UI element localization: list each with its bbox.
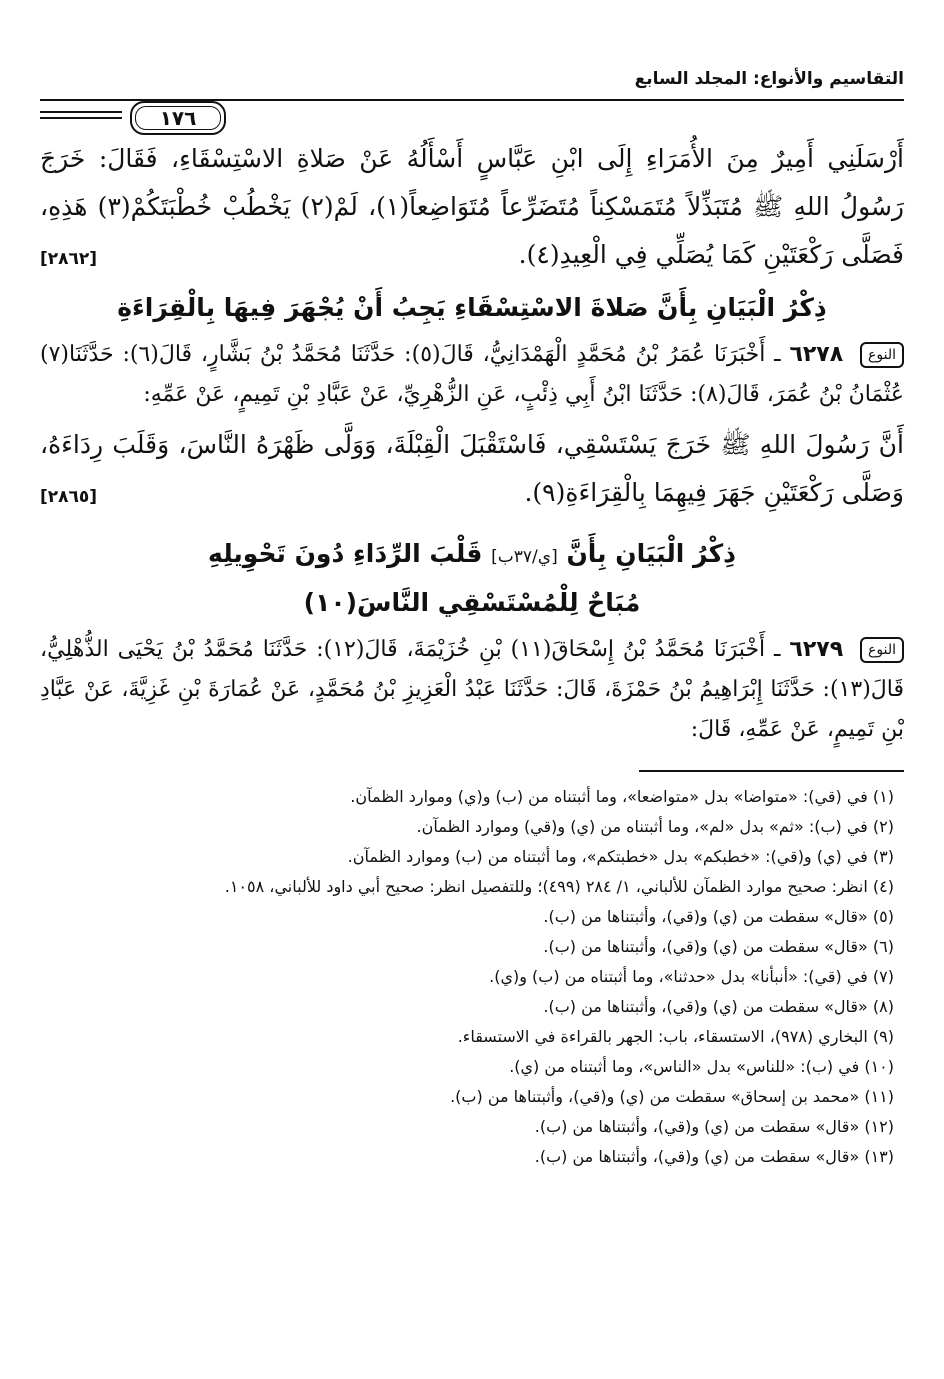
header-rule-left — [40, 111, 122, 113]
footnote: (٦) «قال» سقطت من (ي) و(قي)، وأثبتناها من (ب). — [543, 937, 894, 956]
page-number-text: ١٧٦ — [159, 106, 197, 130]
page-number — [130, 101, 226, 135]
opening-paragraph — [40, 135, 904, 279]
footnote: (١١) «محمد بن إسحاق» سقطت من (ي) و(قي)، وأثبتناها من (ب). — [450, 1087, 894, 1106]
hadith-reference: [٢٨٦٥] — [40, 487, 98, 507]
heading-part: مُبَاحٌ لِلْمُسْتَسْقِي النَّاسَ(١٠) — [303, 588, 641, 617]
hadith-isnad: ـ أَخْبَرَنَا عُمَرُ بْنُ مُحَمَّدٍ الْهَمْدَانِيُّ، قَالَ(٥): حَدَّثَنَا مُحَمَّدُ بْنُ بَشَّارٍ، قَالَ(٦): حَدَّثَنَا(٧) عُثْمَانُ بْنُ عُمَرَ، قَالَ(٨): حَدَّثَنَا ابْنُ أَبِي ذِئْبٍ، عَنِ الزُّهْرِيِّ، عَنْ عَبَّادِ بْنِ تَمِيمٍ، عَنْ عَمِّهِ: — [40, 342, 904, 407]
footnotes — [40, 782, 904, 1172]
chapter-heading-2 — [40, 531, 904, 626]
header-rule-left-second — [40, 117, 122, 119]
book-page — [40, 55, 904, 1172]
footnote: (٤) انظر: صحيح موارد الظمآن للألباني، ١/ ٢٨٤ (٤٩٩)؛ وللتفصيل انظر: صحيح أبي داود للألباني، ١٠٥٨. — [224, 877, 894, 896]
heading-part: قَلْبَ الرِّدَاءِ دُونَ تَحْوِيلِهِ — [208, 539, 483, 568]
heading-part: ذِكْرُ الْبَيَانِ بِأَنَّ — [566, 539, 736, 568]
hadith-badge: النوع — [860, 342, 904, 368]
footnote: (١) في (قي): «متواضا» بدل «متواضعا»، وما أثبتناه من (ب) و(ي) وموارد الظمآن. — [350, 787, 894, 806]
hadith-matn — [40, 421, 904, 517]
footnote: (٧) في (قي): «أنبأنا» بدل «حدثنا»، وما أثبتناه من (ب) و(ي). — [489, 967, 894, 986]
manuscript-tag: [ي/٣٧ب] — [491, 547, 558, 567]
hadith-number: ٦٢٧٩ — [789, 637, 844, 662]
matn-text: أَنَّ رَسُولَ اللهِ ﷺ خَرَجَ يَسْتَسْقِي، فَاسْتَقْبَلَ الْقِبْلَةَ، وَوَلَّى ظَهْرَهُ النَّاسَ، وَقَلَبَ رِدَاءَهُ، وَصَلَّى رَكْعَتَيْنِ جَهَرَ فِيهِمَا بِالْقِرَاءَةِ(٩). — [40, 430, 904, 507]
footnote-divider — [639, 770, 904, 772]
chapter-heading-1: ذِكْرُ الْبَيَانِ بِأَنَّ صَلاةَ الاسْتِسْقَاءِ يَجِبُ أَنْ يُجْهَرَ فِيهَا بِالْقِرَاءَةِ — [117, 293, 827, 322]
hadith-badge: النوع — [860, 637, 904, 663]
opening-text: أَرْسَلَنِي أَمِيرٌ مِنَ الأُمَرَاءِ إِلَى ابْنِ عَبَّاسٍ أَسْأَلُهُ عَنْ صَلاةِ الاسْتِسْقَاءِ، فَقَالَ: خَرَجَ رَسُولُ اللهِ ﷺ مُتَبَذِّلاً مُتَمَسْكِناً مُتَضَرِّعاً مُتَوَاضِعاً(١)، لَمْ(٢) يَخْطُبْ خُطْبَتَكُمْ(٣) هَذِهِ، فَصَلَّى رَكْعَتَيْنِ كَمَا يُصَلِّي فِي الْعِيدِ(٤). — [40, 144, 905, 269]
footnote: (١٣) «قال» سقطت من (ي) و(قي)، وأثبتناها من (ب). — [534, 1147, 894, 1166]
footnote: (٥) «قال» سقطت من (ي) و(قي)، وأثبتناها من (ب). — [543, 907, 894, 926]
hadith-6278 — [40, 335, 904, 415]
hadith-reference: [٢٨٦٢] — [40, 249, 98, 269]
footnote: (٢) في (ب): «ثم» بدل «لم»، وما أثبتناه من (ي) و(قي) وموارد الظمآن. — [416, 817, 894, 836]
hadith-6279 — [40, 630, 904, 750]
footnote: (١٠) في (ب): «للناس» بدل «الناس»، وما أثبتناه من (ي). — [509, 1057, 894, 1076]
hadith-isnad: ـ أَخْبَرَنَا مُحَمَّدُ بْنُ إِسْحَاقَ(١١) بْنِ خُزَيْمَةَ، قَالَ(١٢): حَدَّثَنَا مُحَمَّدُ بْنُ يَحْيَى الذُّهْلِيُّ، قَالَ(١٣): حَدَّثَنَا إِبْرَاهِيمُ بْنُ حَمْزَةَ، قَالَ: حَدَّثَنَا عَبْدُ الْعَزِيزِ بْنُ مُحَمَّدٍ، عَنْ عُمَارَةَ بْنِ غَزِيَّةَ، عَنْ عَبَّادِ بْنِ تَمِيمٍ، عَنْ عَمِّهِ، قَالَ: — [40, 637, 904, 742]
running-title: التقاسيم والأنواع: المجلد السابع — [634, 69, 904, 89]
hadith-number: ٦٢٧٨ — [789, 342, 844, 367]
footnote: (٣) في (ي) و(قي): «خطبكم» بدل «خطبتكم»، وما أثبتناه من (ب) وموارد الظمآن. — [347, 847, 894, 866]
footnote: (٩) البخاري (٩٧٨)، الاستسقاء، باب: الجهر بالقراءة في الاستسقاء. — [457, 1027, 894, 1046]
page-header — [40, 55, 904, 135]
footnote: (١٢) «قال» سقطت من (ي) و(قي)، وأثبتناها من (ب). — [534, 1117, 894, 1136]
footnote: (٨) «قال» سقطت من (ي) و(قي)، وأثبتناها من (ب). — [543, 997, 894, 1016]
